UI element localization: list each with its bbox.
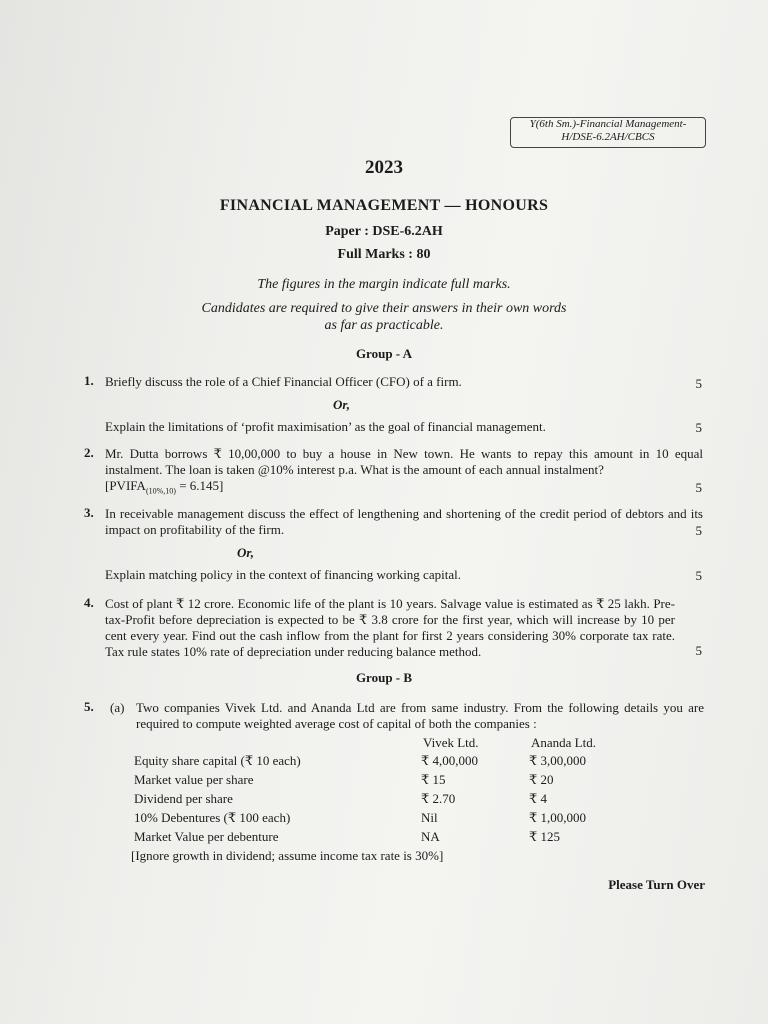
question-2-marks: 5 [695,480,702,495]
question-2-body: Mr. Dutta borrows ₹ 10,00,000 to buy a house in New town. He wants to repay this amount in 10 equal instalment. The loan is taken @10% interest p.a. What is the amount of each annual instalment? [105,446,703,477]
table-row-label: Equity share capital (₹ 10 each) [134,753,301,768]
please-turn-over: Please Turn Over [608,877,705,892]
exam-year: 2023 [365,157,403,178]
table-cell-vivek: Nil [421,810,438,825]
question-2-text [105,446,703,500]
group-a-heading: Group - A [355,346,413,361]
column-vivek-header: Vivek Ltd. [423,735,479,750]
table-cell-ananda: ₹ 4 [529,791,548,806]
question-1-alt-marks: 5 [695,420,702,435]
pvifa-label: [PVIFA [105,478,146,493]
column-ananda-header: Ananda Ltd. [531,735,596,750]
question-number: 2. [84,445,94,460]
pvifa-value: = 6.145] [175,478,224,493]
question-1-text: Briefly discuss the role of a Chief Financial Officer (CFO) of a firm. [105,374,462,389]
paper-code-line-2: H/DSE-6.2AH/CBCS [561,131,655,143]
table-row-label: Market Value per debenture [134,829,279,844]
question-5-part: (a) [110,700,125,715]
question-3-alt-marks: 5 [695,568,702,583]
or-separator: Or, [237,545,254,560]
question-3-marks: 5 [695,523,702,538]
table-row-label: Dividend per share [134,791,233,806]
question-number: 5. [84,699,94,714]
question-4-text: Cost of plant ₹ 12 crore. Economic life of the plant is 10 years. Salvage value is estimated as ₹ 25 lakh. Pre-tax-Profit before depreciation is expected to be ₹ 3.8 crore for the first year, which will increase by 10 per cent every year. Find out the cash inflow from the plant for first 2 years considering 30% corporate tax rate. Tax rule states 10% rate of depreciation under reducing balance method. [105,596,675,659]
instructions-note [0,300,768,334]
table-row-label: Market value per share [134,772,254,787]
group-b-heading: Group - B [355,670,413,685]
question-1-marks: 5 [695,376,702,391]
question-1-alt-text: Explain the limitations of ‘profit maximisation’ as the goal of financial management. [105,419,546,434]
question-3-alt-text: Explain matching policy in the context of financing working capital. [105,567,461,582]
paper-code-line-1: Y(6th Sm.)-Financial Management- [529,118,687,130]
table-cell-vivek: ₹ 2.70 [421,791,456,806]
table-cell-ananda: ₹ 1,00,000 [529,810,587,825]
table-cell-ananda: ₹ 3,00,000 [529,753,587,768]
instructions-line-1: Candidates are required to give their answers in their own words [201,301,567,316]
table-cell-vivek: ₹ 15 [421,772,446,787]
table-cell-vivek: NA [421,829,440,844]
question-3-text: In receivable management discuss the effect of lengthening and shortening of the credit period of debtors and its impact on profitability of the firm. [105,506,703,537]
table-cell-ananda: ₹ 20 [529,772,554,787]
table-footnote: [Ignore growth in dividend; assume income tax rate is 30%] [131,848,444,863]
full-marks: Full Marks : 80 [337,247,431,262]
paper-number: Paper : DSE-6.2AH [325,224,443,239]
question-4-marks: 5 [695,643,702,658]
margin-note: The figures in the margin indicate full marks. [257,277,511,292]
instructions-line-2: as far as practicable. [324,318,444,333]
question-number: 4. [84,595,94,610]
table-cell-vivek: ₹ 4,00,000 [421,753,479,768]
exam-title: FINANCIAL MANAGEMENT — HONOURS [219,197,549,214]
table-cell-ananda: ₹ 125 [529,829,561,844]
pvifa-subscript: (10%,10) [145,486,176,496]
table-row-label: 10% Debentures (₹ 100 each) [134,810,291,825]
question-number: 3. [84,505,94,520]
or-separator: Or, [333,397,350,412]
question-5-text: Two companies Vivek Ltd. and Ananda Ltd are from same industry. From the following details you are required to compute weighted average cost of capital of both the companies : [136,700,704,731]
question-number: 1. [84,373,94,388]
paper-code-box [510,117,706,148]
